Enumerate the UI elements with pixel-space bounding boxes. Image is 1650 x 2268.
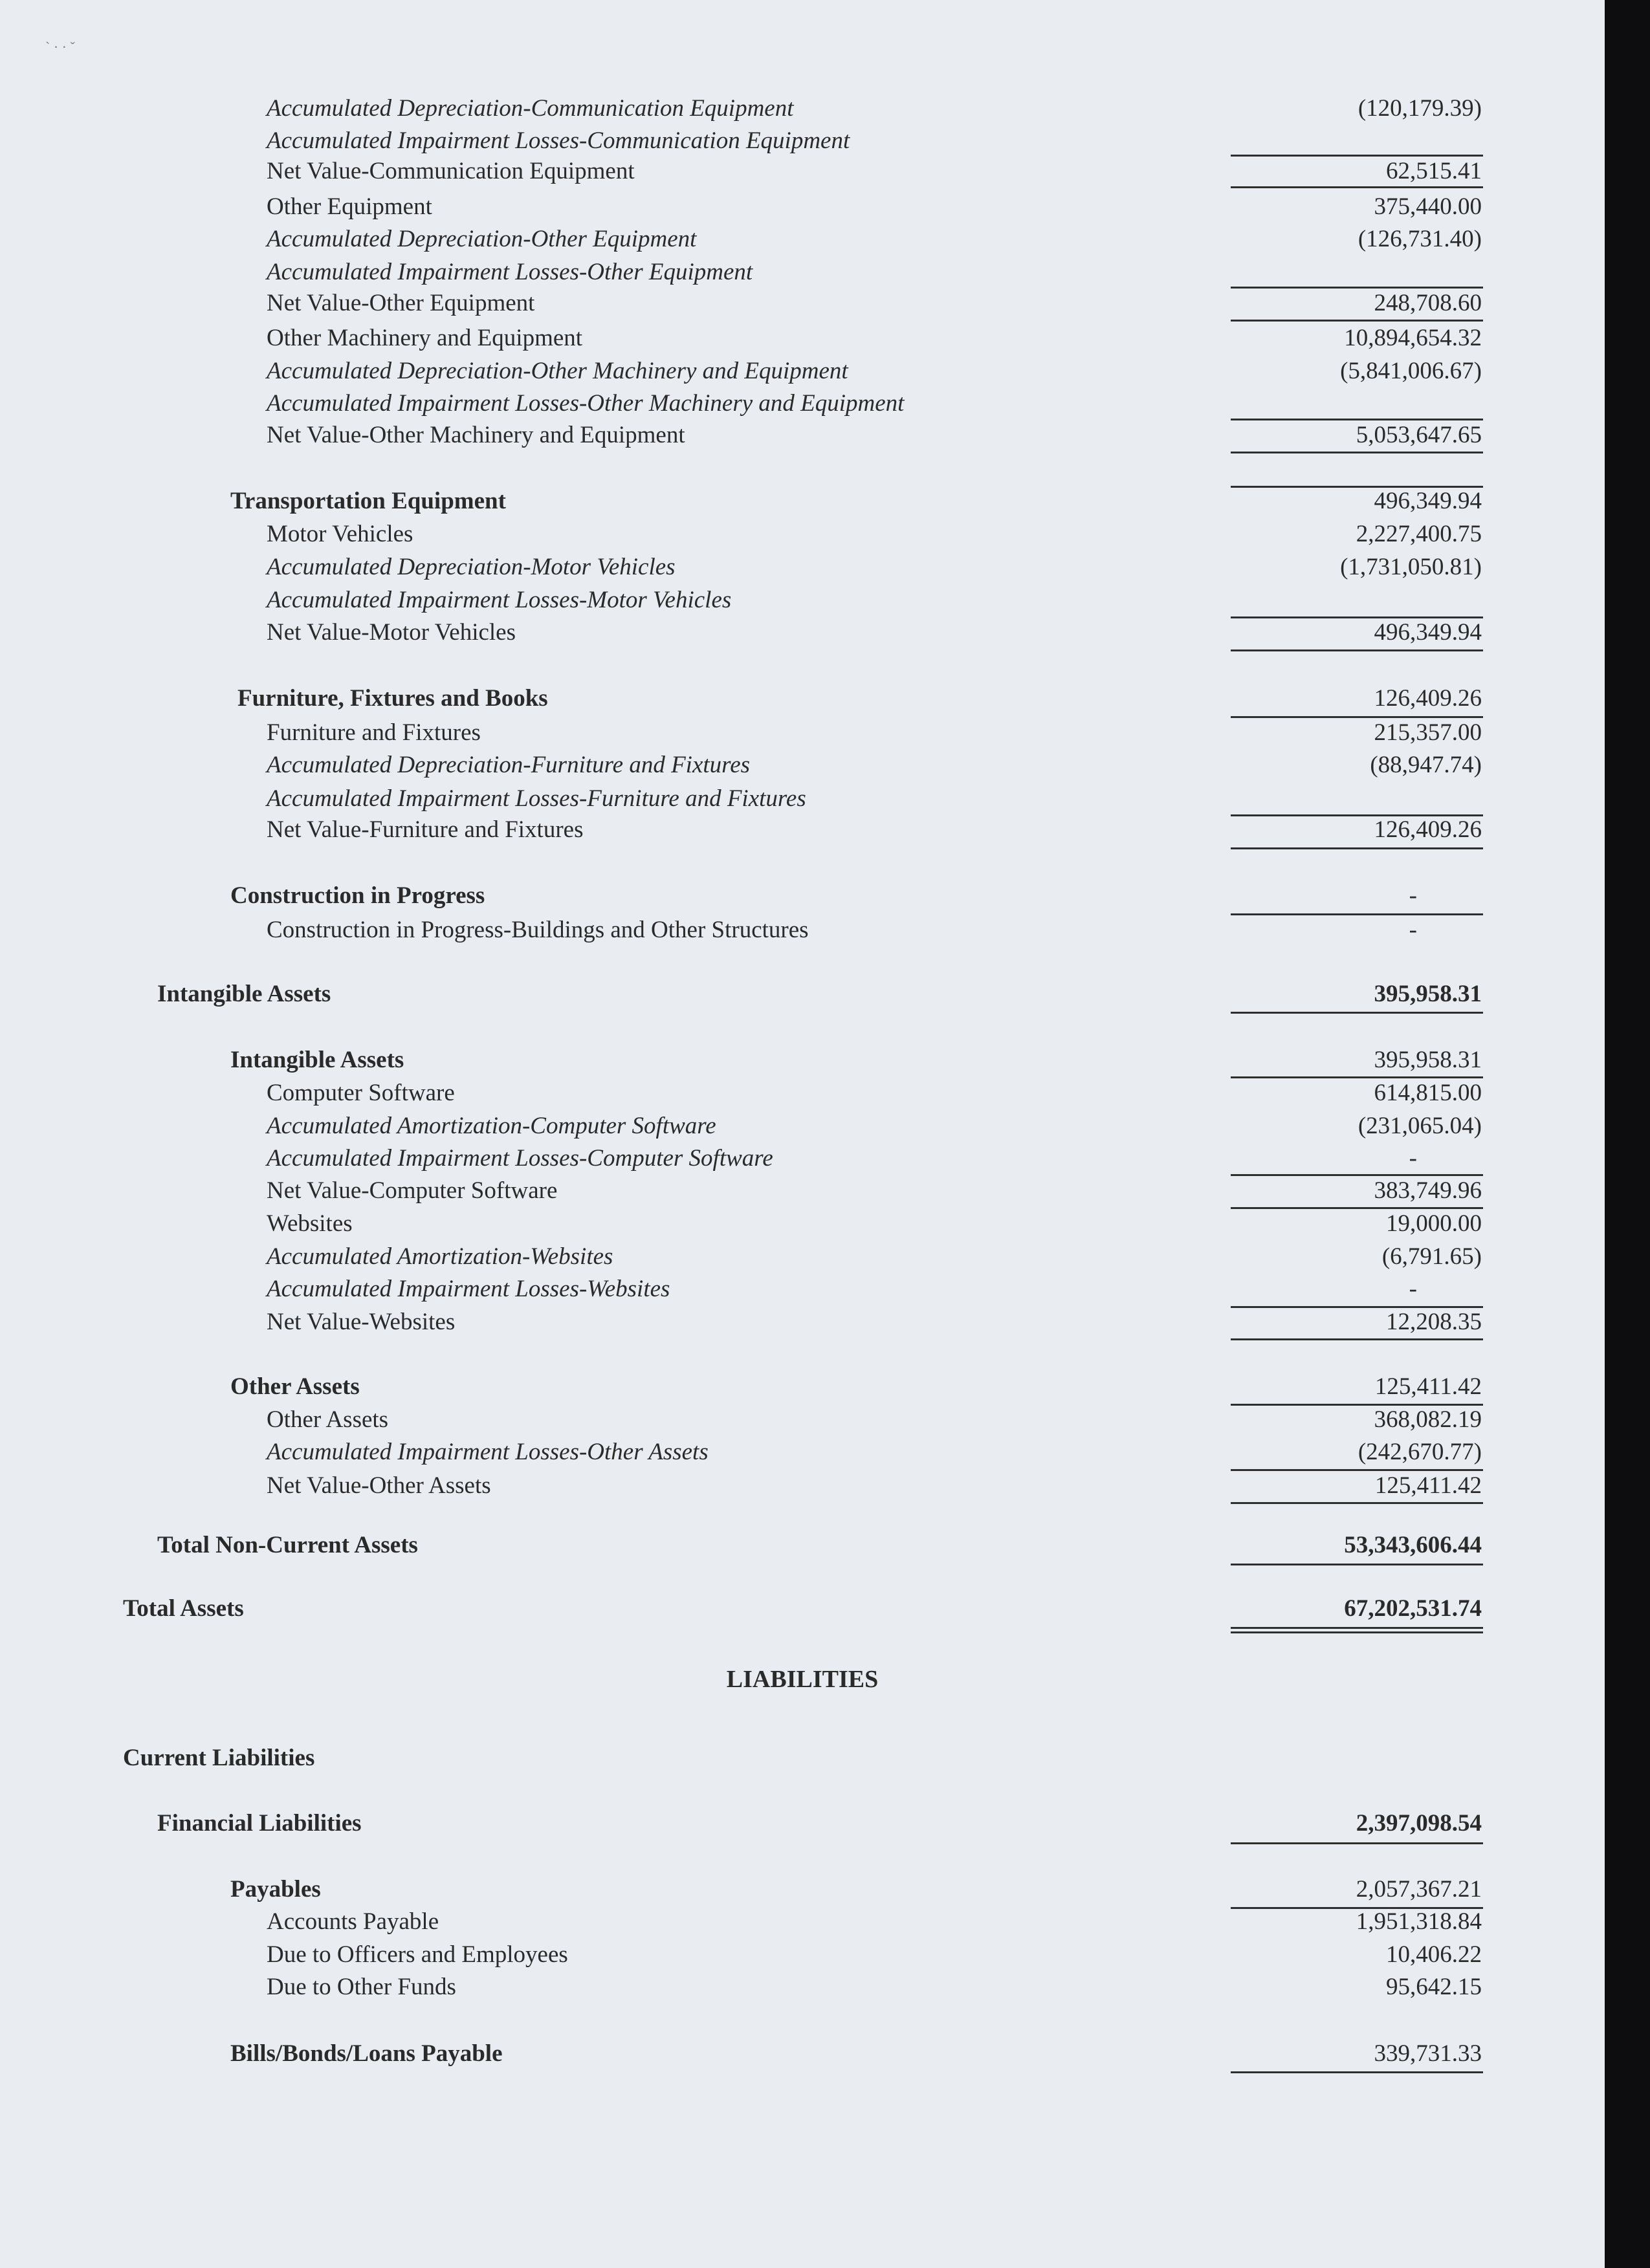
section-heading: Furniture, Fixtures and Books — [237, 685, 548, 712]
line-label: Accumulated Impairment Losses-Communication Equipment — [267, 127, 850, 154]
line-other-equipment — [0, 191, 1482, 223]
line-value: 10,406.22 — [1386, 1941, 1482, 1968]
line-value: - — [1409, 1276, 1417, 1302]
line-value: 383,749.96 — [1374, 1177, 1482, 1204]
stray-marks: ` · · ˇ — [45, 39, 75, 55]
line-value: (88,947.74) — [1370, 752, 1482, 778]
line-label: Accumulated Impairment Losses-Motor Vehicles — [267, 587, 732, 613]
line-label: Accumulated Depreciation-Furniture and Fixtures — [267, 752, 751, 778]
line-label: Net Value-Motor Vehicles — [267, 619, 516, 646]
line-value: 248,708.60 — [1374, 290, 1482, 316]
line-value: 375,440.00 — [1374, 193, 1482, 220]
line-acc-imp-other-machinery — [0, 387, 1482, 420]
line-label: Accumulated Amortization-Computer Software — [267, 1113, 716, 1139]
group-intangible-assets — [0, 978, 1482, 1010]
line-computer-software — [0, 1077, 1482, 1109]
line-value: 19,000.00 — [1386, 1210, 1482, 1237]
line-net-value-comm-equip — [0, 155, 1482, 188]
line-label: Other Assets — [267, 1406, 389, 1433]
section-heading: Transportation Equipment — [230, 488, 506, 514]
line-net-value-other-machinery — [0, 419, 1482, 452]
line-acc-amort-websites — [0, 1241, 1482, 1273]
line-value: 12,208.35 — [1386, 1309, 1482, 1335]
line-value: 95,642.15 — [1386, 1974, 1482, 2000]
line-value: 10,894,654.32 — [1344, 325, 1482, 351]
top-heading: Current Liabilities — [123, 1745, 315, 1771]
underline — [1231, 452, 1483, 453]
line-label: Net Value-Computer Software — [267, 1177, 558, 1204]
line-acc-dep-comm-equip — [0, 93, 1482, 125]
underline — [1231, 320, 1483, 322]
line-label: Net Value-Websites — [267, 1309, 456, 1335]
line-value: (242,670.77) — [1358, 1439, 1482, 1465]
heading-other-assets — [0, 1371, 1482, 1403]
section-heading: Intangible Assets — [230, 1047, 404, 1073]
group-total: 395,958.31 — [1374, 981, 1482, 1007]
total-assets — [0, 1593, 1482, 1625]
heading-transportation-equipment — [0, 485, 1482, 518]
line-value: 2,227,400.75 — [1356, 521, 1482, 547]
line-acc-dep-motor-vehicles — [0, 551, 1482, 583]
section-heading: Payables — [230, 1876, 321, 1903]
line-label: Net Value-Other Machinery and Equipment — [267, 422, 685, 448]
line-net-value-software — [0, 1175, 1482, 1207]
heading-intangible-assets — [0, 1044, 1482, 1076]
line-label: Computer Software — [267, 1080, 455, 1106]
line-label: Net Value-Other Equipment — [267, 290, 535, 316]
double-underline-top — [1231, 1627, 1483, 1629]
line-label: Accumulated Depreciation-Other Machinery and Equipment — [267, 358, 848, 384]
section-heading: Other Assets — [230, 1373, 360, 1400]
line-accounts-payable — [0, 1906, 1482, 1938]
line-label: Due to Other Funds — [267, 1974, 456, 2000]
underline — [1231, 1564, 1483, 1565]
line-label: Other Machinery and Equipment — [267, 325, 583, 351]
line-value: - — [1409, 917, 1417, 943]
line-acc-imp-other-assets — [0, 1436, 1482, 1468]
line-acc-dep-other-equip — [0, 223, 1482, 256]
line-websites — [0, 1208, 1482, 1240]
line-label: Accumulated Impairment Losses-Other Assets — [267, 1439, 709, 1465]
line-label: Furniture and Fixtures — [267, 719, 481, 746]
double-underline-bottom — [1231, 1631, 1483, 1633]
line-value: 215,357.00 — [1374, 719, 1482, 746]
scanner-edge — [1605, 0, 1650, 2268]
line-label: Accounts Payable — [267, 1908, 439, 1935]
line-acc-imp-motor-vehicles — [0, 584, 1482, 616]
line-label: Due to Officers and Employees — [267, 1941, 568, 1968]
line-net-value-other-equip — [0, 287, 1482, 320]
line-furniture-and-fixtures — [0, 717, 1482, 749]
section-heading: Bills/Bonds/Loans Payable — [230, 2040, 503, 2067]
line-acc-dep-other-machinery — [0, 355, 1482, 387]
underline — [1231, 1842, 1483, 1844]
underline — [1231, 847, 1483, 849]
line-acc-amort-software — [0, 1110, 1482, 1142]
line-label: Accumulated Impairment Losses-Furniture and Fixtures — [267, 785, 806, 812]
line-label: Accumulated Depreciation-Motor Vehicles — [267, 554, 676, 580]
group-total: 2,397,098.54 — [1356, 1810, 1482, 1837]
heading-bills-bonds-loans — [0, 2038, 1482, 2070]
line-value: (231,065.04) — [1358, 1113, 1482, 1139]
line-value: (1,731,050.81) — [1340, 554, 1482, 580]
heading-construction-in-progress — [0, 880, 1482, 912]
group-total: 53,343,606.44 — [1344, 1532, 1482, 1558]
group-heading: Total Non-Current Assets — [157, 1532, 418, 1558]
section-heading: Construction in Progress — [230, 882, 485, 909]
line-net-value-websites — [0, 1306, 1482, 1338]
line-label: Net Value-Furniture and Fixtures — [267, 816, 584, 843]
line-acc-dep-furniture — [0, 749, 1482, 781]
line-value: 126,409.26 — [1374, 816, 1482, 843]
line-value: 496,349.94 — [1374, 619, 1482, 646]
line-net-value-motor-vehicles — [0, 616, 1482, 649]
total-value: 67,202,531.74 — [1344, 1595, 1482, 1622]
line-label: Net Value-Communication Equipment — [267, 158, 635, 184]
line-label: Accumulated Impairment Losses-Other Equipment — [267, 259, 753, 285]
line-value: (5,841,006.67) — [1340, 358, 1482, 384]
heading-furniture-fixtures-books — [0, 682, 1482, 715]
line-label: Construction in Progress-Buildings and Other Structures — [267, 917, 809, 943]
heading-payables — [0, 1873, 1482, 1906]
section-total: 496,349.94 — [1374, 488, 1482, 514]
liabilities-heading: LIABILITIES — [726, 1666, 879, 1693]
line-value: 62,515.41 — [1386, 158, 1482, 184]
line-net-value-furniture — [0, 814, 1482, 846]
group-heading: Financial Liabilities — [157, 1810, 362, 1837]
line-value: (6,791.65) — [1381, 1243, 1482, 1270]
line-acc-imp-software — [0, 1142, 1482, 1175]
line-acc-imp-furniture — [0, 783, 1482, 815]
group-financial-liabilities — [0, 1807, 1482, 1840]
section-total: - — [1409, 882, 1417, 909]
current-liabilities — [0, 1742, 1482, 1774]
line-other-machinery — [0, 322, 1482, 354]
line-value: 5,053,647.65 — [1356, 422, 1482, 448]
line-value: 1,951,318.84 — [1356, 1908, 1482, 1935]
line-due-to-other-funds — [0, 1971, 1482, 2003]
line-value: - — [1409, 1145, 1417, 1172]
underline — [1231, 1012, 1483, 1014]
line-label: Accumulated Depreciation-Other Equipment — [267, 226, 697, 252]
line-due-to-officers — [0, 1939, 1482, 1971]
underline — [1231, 1338, 1483, 1340]
section-total: 339,731.33 — [1374, 2040, 1482, 2067]
line-value: 614,815.00 — [1374, 1080, 1482, 1106]
group-total-non-current-assets — [0, 1529, 1482, 1562]
line-label: Accumulated Impairment Losses-Other Machinery and Equipment — [267, 390, 905, 417]
total-heading: Total Assets — [123, 1595, 244, 1622]
group-heading: Intangible Assets — [157, 981, 331, 1007]
line-value: (126,731.40) — [1358, 226, 1482, 252]
line-label: Accumulated Amortization-Websites — [267, 1243, 613, 1270]
section-total: 2,057,367.21 — [1356, 1876, 1482, 1903]
line-label: Websites — [267, 1210, 353, 1237]
line-net-value-other-assets — [0, 1470, 1482, 1502]
underline — [1231, 649, 1483, 651]
underline — [1231, 2071, 1483, 2073]
section-total: 395,958.31 — [1374, 1047, 1482, 1073]
section-total: 126,409.26 — [1374, 685, 1482, 712]
line-other-assets — [0, 1404, 1482, 1436]
line-construction-buildings — [0, 914, 1482, 946]
line-value: 125,411.42 — [1374, 1472, 1482, 1499]
underline — [1231, 1502, 1483, 1504]
line-acc-imp-websites — [0, 1273, 1482, 1305]
section-total: 125,411.42 — [1374, 1373, 1482, 1400]
line-label: Accumulated Depreciation-Communication Equipment — [267, 95, 794, 122]
line-label: Other Equipment — [267, 193, 432, 220]
line-label: Accumulated Impairment Losses-Websites — [267, 1276, 670, 1302]
line-label: Accumulated Impairment Losses-Computer Software — [267, 1145, 773, 1172]
line-motor-vehicles — [0, 518, 1482, 551]
underline — [1231, 186, 1483, 188]
line-value: 368,082.19 — [1374, 1406, 1482, 1433]
line-acc-imp-other-equip — [0, 256, 1482, 289]
line-value: (120,179.39) — [1358, 95, 1482, 122]
line-acc-imp-comm-equip — [0, 125, 1482, 157]
line-label: Motor Vehicles — [267, 521, 413, 547]
line-label: Net Value-Other Assets — [267, 1472, 491, 1499]
